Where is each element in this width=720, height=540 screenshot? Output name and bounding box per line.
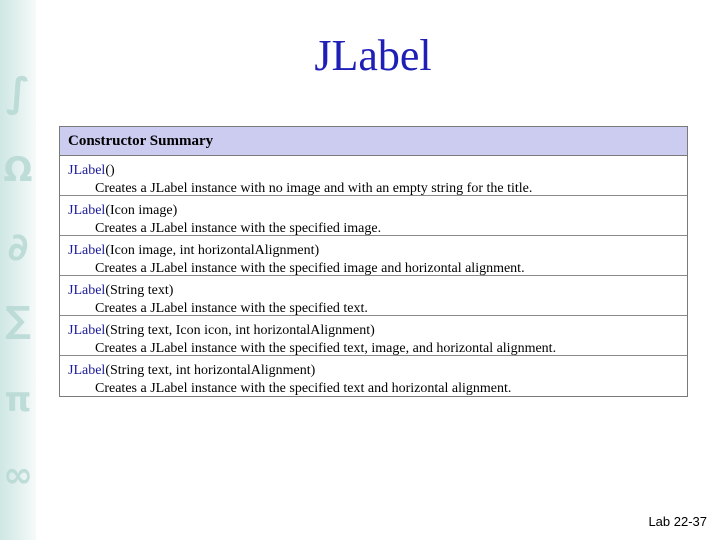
constructor-params: (String text): [105, 283, 174, 298]
constructor-params: (Icon image, int horizontalAlignment): [105, 243, 320, 258]
constructor-params: (): [105, 163, 115, 178]
decorative-glyph: π: [4, 380, 32, 420]
decorative-glyph: ∑: [5, 300, 31, 341]
constructor-link[interactable]: JLabel: [68, 163, 106, 178]
constructor-signature: [68, 202, 687, 220]
table-row: [60, 236, 687, 276]
table-row: [60, 156, 687, 196]
table-row: [60, 316, 687, 356]
table-row: [60, 356, 687, 396]
constructor-description: Creates a JLabel instance with the specified text and horizontal alignment.: [95, 381, 512, 396]
constructor-link[interactable]: JLabel: [68, 323, 106, 338]
table-row: [60, 196, 687, 236]
constructor-description: Creates a JLabel instance with the specified text.: [95, 301, 368, 316]
constructor-signature: [68, 282, 687, 300]
constructor-signature: [68, 242, 687, 260]
constructor-signature: [68, 362, 687, 380]
decorative-glyph: Ω: [3, 150, 33, 190]
constructor-link[interactable]: JLabel: [68, 243, 106, 258]
constructor-link[interactable]: JLabel: [68, 283, 106, 298]
constructor-link[interactable]: JLabel: [68, 203, 106, 218]
constructor-link[interactable]: JLabel: [68, 363, 106, 378]
constructor-params: (String text, int horizontalAlignment): [105, 363, 316, 378]
constructor-signature: [68, 322, 687, 340]
constructor-params: (Icon image): [105, 203, 178, 218]
slide-title: JLabel: [314, 31, 432, 80]
constructor-params: (String text, Icon icon, int horizontalAlignment): [105, 323, 375, 338]
table-header: Constructor Summary: [60, 127, 687, 156]
decorative-glyph: ∞: [3, 455, 33, 496]
slide-number: Lab 22-37: [648, 514, 707, 529]
constructor-signature: [68, 162, 687, 180]
constructor-description: Creates a JLabel instance with the specified image and horizontal alignment.: [95, 261, 525, 276]
constructor-description: Creates a JLabel instance with the specified image.: [95, 221, 382, 236]
decorative-glyph: ∂: [7, 225, 29, 269]
constructor-summary-table: [59, 126, 688, 397]
decorative-glyph: ∫: [5, 70, 31, 116]
constructor-description: Creates a JLabel instance with the specified text, image, and horizontal alignment.: [95, 341, 557, 356]
table-row: [60, 276, 687, 316]
constructor-description: Creates a JLabel instance with no image and with an empty string for the title.: [95, 181, 533, 196]
